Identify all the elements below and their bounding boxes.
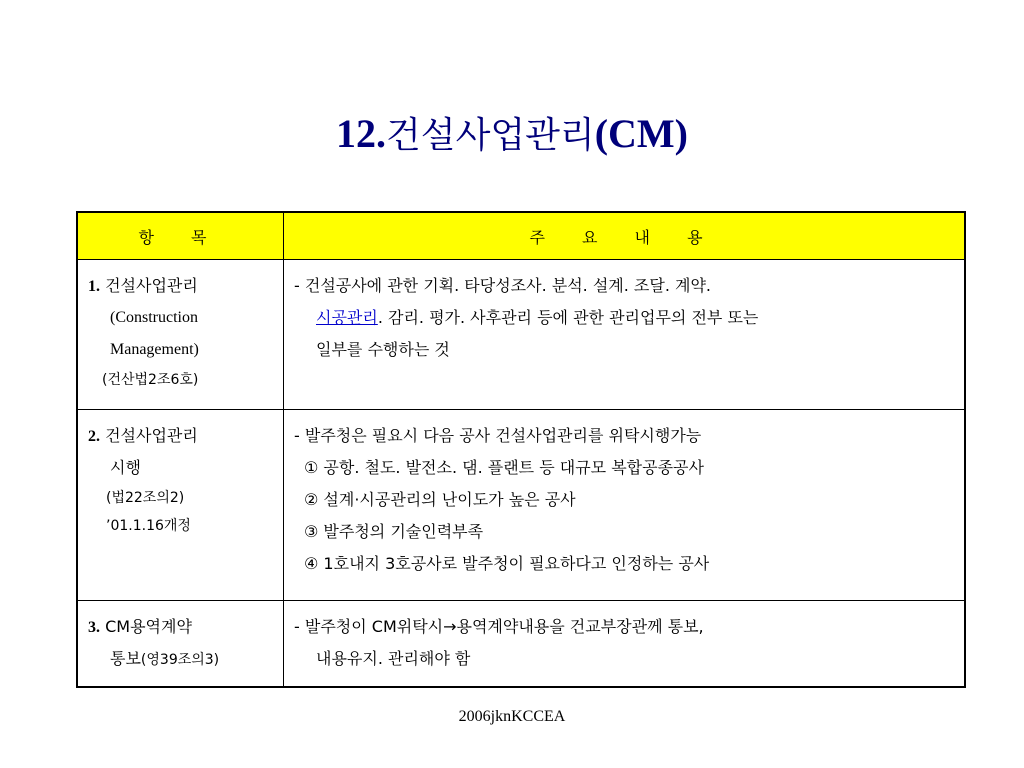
table-row	[77, 260, 965, 410]
content-line: - 발주청이 CM위탁시→용역계약내용을 건교부장관께 통보,	[294, 617, 704, 636]
header-content: 주 요 내 용	[284, 212, 966, 260]
list-item: ④ 1호내지 3호공사로 발주청이 필요하다고 인정하는 공사	[304, 554, 710, 573]
content-line: - 건설공사에 관한 기획. 타당성조사. 분석. 설계. 조달. 계약.	[294, 276, 712, 295]
table-row	[77, 410, 965, 601]
content-line: - 발주청은 필요시 다음 공사 건설사업관리를 위탁시행가능	[294, 426, 702, 445]
item-title-2: 시행	[110, 458, 141, 477]
item-revision-date: ’01.1.16개정	[106, 518, 191, 534]
title-abbreviation: (CM)	[594, 111, 688, 156]
slide-title	[0, 107, 1024, 159]
content-line: 일부를 수행하는 것	[316, 340, 450, 359]
item-law-reference: (영39조의3)	[140, 652, 220, 668]
construction-management-link[interactable]: 시공관리	[316, 308, 378, 327]
item-cell	[77, 601, 284, 687]
item-english-2: Management)	[110, 341, 199, 358]
item-title: CM용역계약	[105, 617, 192, 636]
content-cell	[284, 260, 966, 410]
title-korean: 건설사업관리	[386, 115, 595, 156]
table-row	[77, 601, 965, 687]
item-cell	[77, 410, 284, 601]
item-english-1: (Construction	[110, 309, 198, 326]
item-number: 2.	[88, 428, 100, 445]
item-number: 3.	[88, 619, 100, 636]
list-item: ③ 발주청의 기술인력부족	[304, 522, 484, 541]
content-cell	[284, 410, 966, 601]
item-cell	[77, 260, 284, 410]
header-item: 항 목	[77, 212, 284, 260]
item-title-2: 통보	[110, 649, 141, 668]
item-law-reference: (법22조의2)	[106, 490, 185, 506]
list-item: ② 설계·시공관리의 난이도가 높은 공사	[304, 490, 576, 509]
content-line: 내용유지. 관리해야 함	[316, 649, 471, 668]
item-title: 건설사업관리	[105, 276, 198, 295]
content-line: . 감리. 평가. 사후관리 등에 관한 관리업무의 전부 또는	[377, 308, 759, 327]
table-header-row	[77, 212, 965, 260]
content-cell	[284, 601, 966, 687]
item-title: 건설사업관리	[105, 426, 198, 445]
title-number: 12.	[336, 111, 387, 156]
list-item: ① 공항. 철도. 발전소. 댐. 플랜트 등 대규모 복합공종공사	[304, 458, 704, 477]
item-law-reference: (건산법2조6호)	[102, 372, 199, 388]
cm-table	[76, 211, 966, 688]
item-number: 1.	[88, 278, 100, 295]
footer-text: 2006jknKCCEA	[458, 708, 566, 725]
